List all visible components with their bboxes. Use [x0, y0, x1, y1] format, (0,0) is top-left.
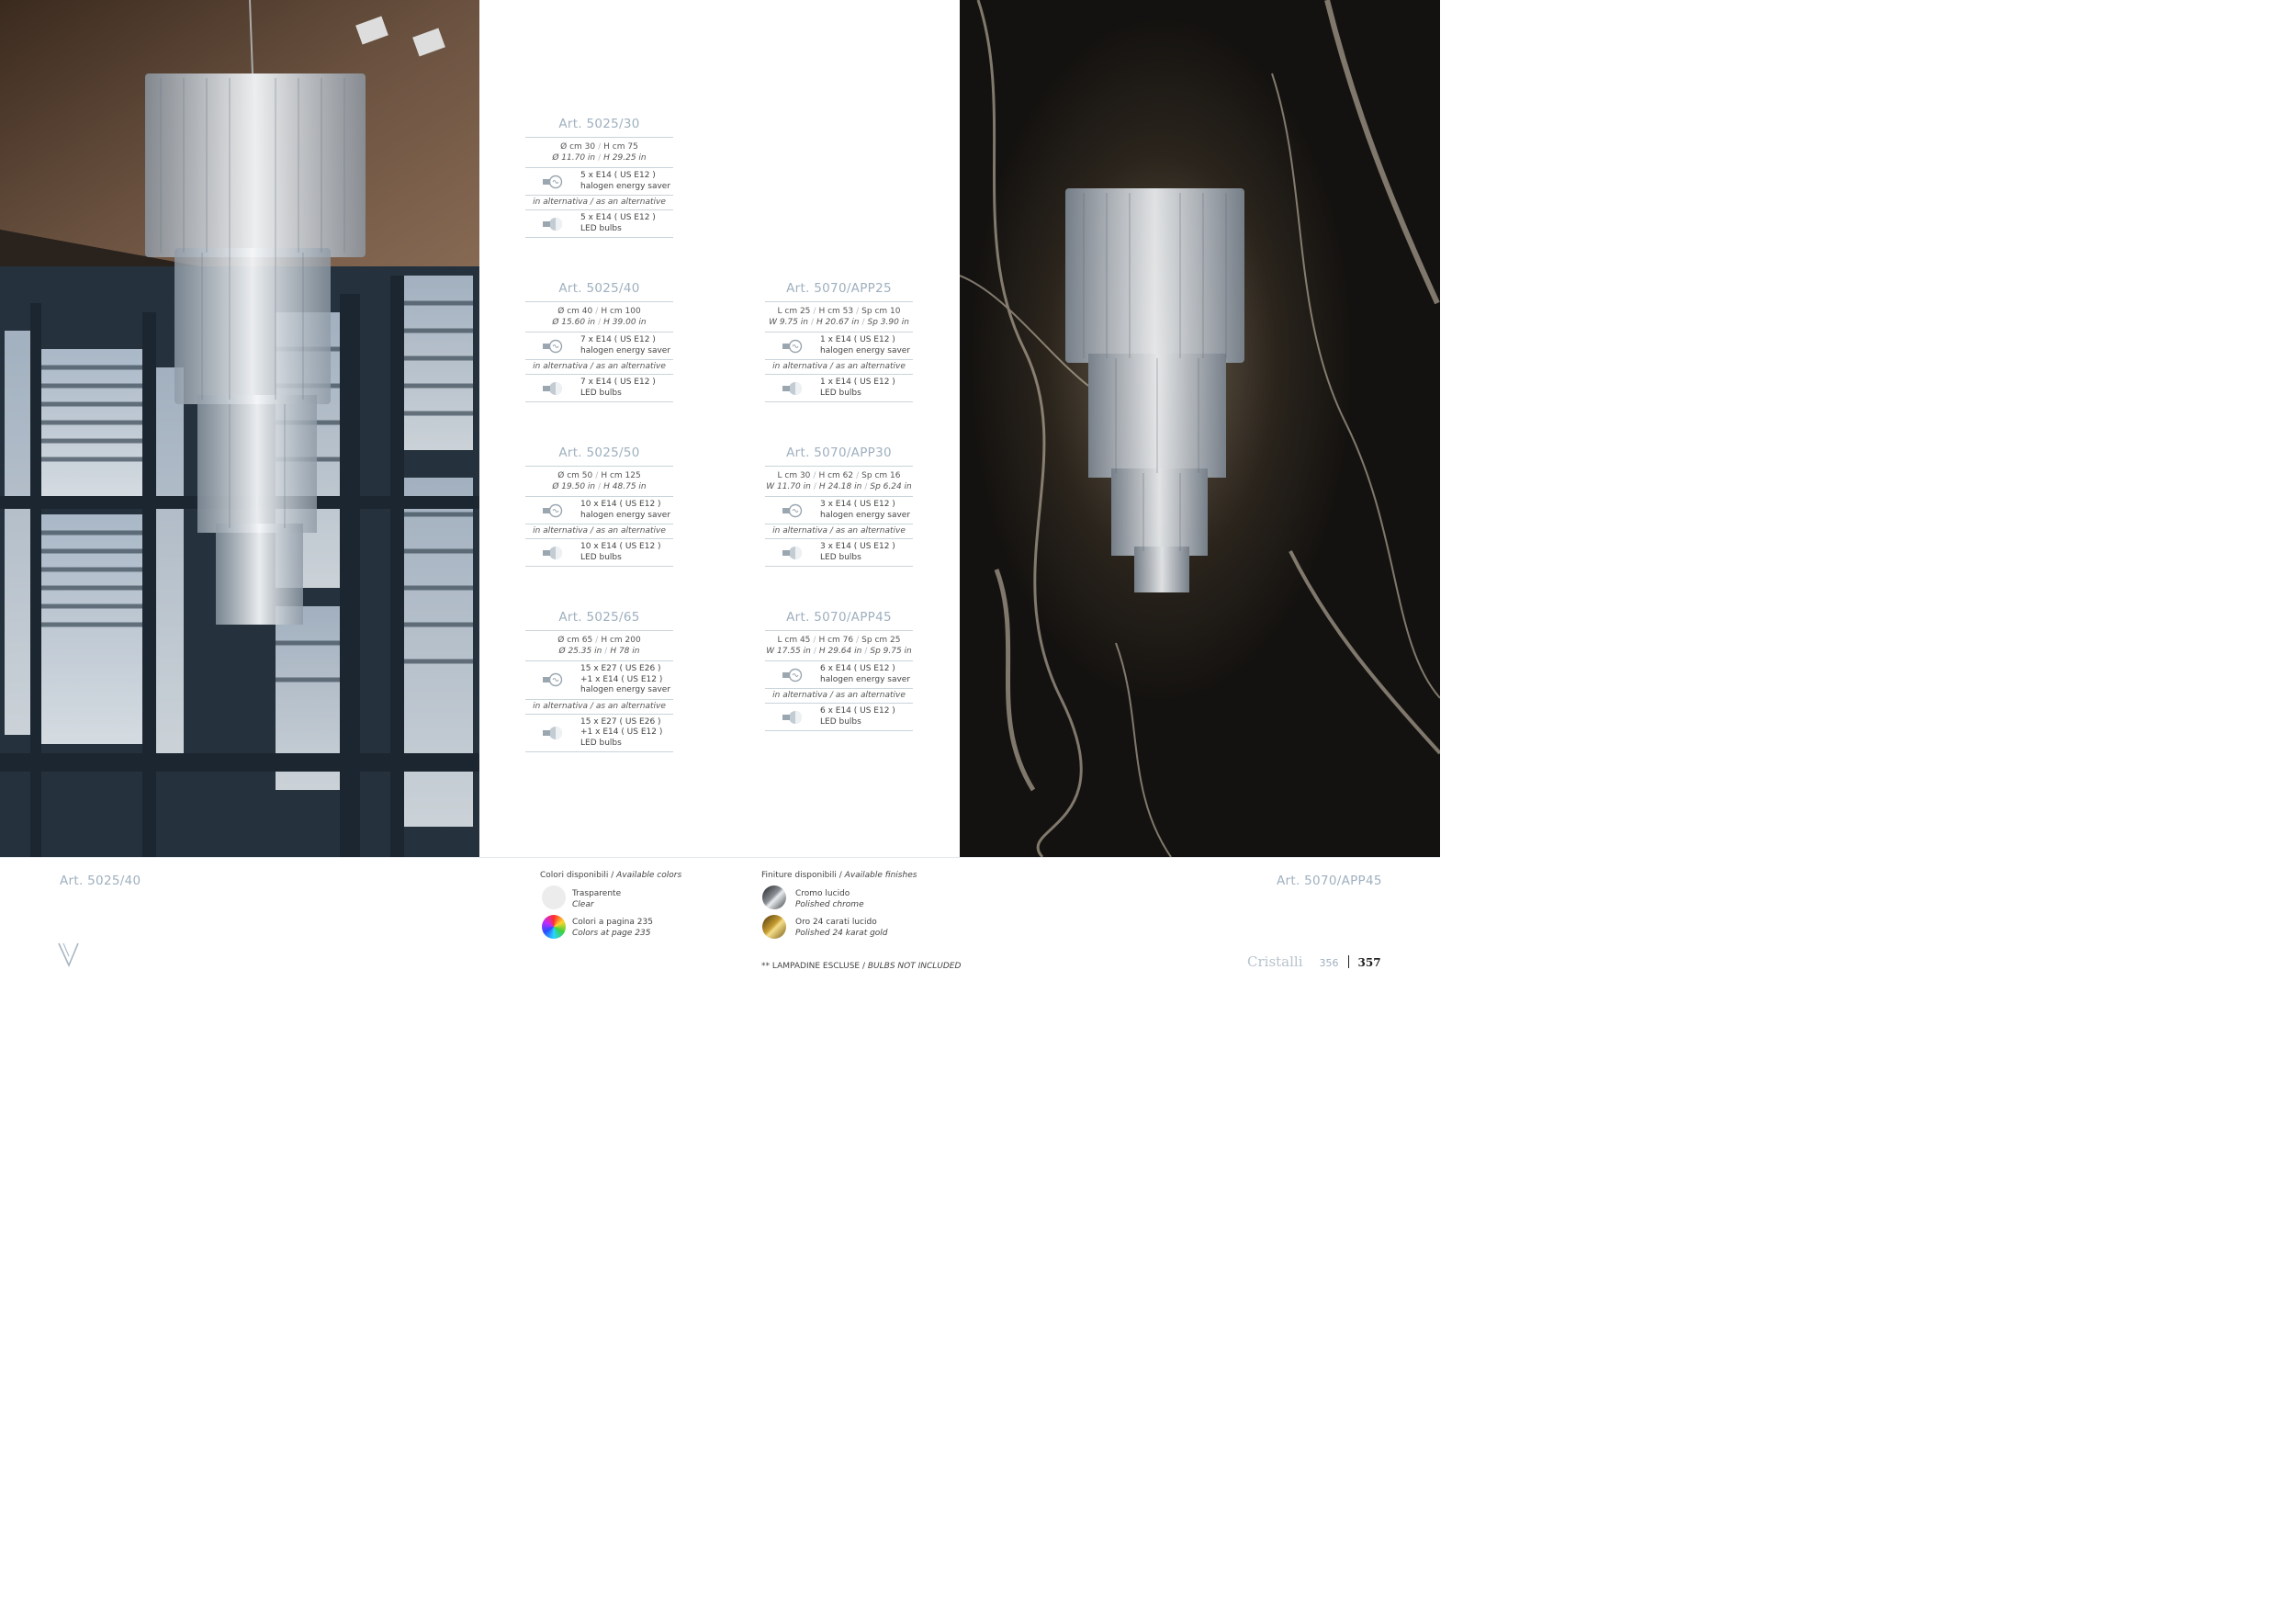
led-spec	[820, 542, 895, 563]
slash-separator: /	[604, 646, 608, 656]
bulb-spec-line: 1 x E14 ( US E12 )	[820, 378, 895, 387]
product-spec-block	[525, 610, 673, 752]
bulb-spec-line: 10 x E14 ( US E12 )	[580, 542, 661, 551]
halogen-bulb-icon	[540, 502, 568, 519]
finishes-heading: Finiture disponibili / Available finishes	[761, 871, 917, 880]
halogen-bulb-icon	[540, 338, 568, 355]
right-photo-caption: Art. 5070/APP45	[1277, 874, 1382, 888]
bulb-spec-line: halogen energy saver	[580, 510, 671, 520]
chandelier-interior-photo	[0, 0, 479, 857]
dimension-value: W 9.75 in	[769, 317, 808, 327]
bulb-spec-line: halogen energy saver	[820, 345, 911, 355]
bulb-spec-line: halogen energy saver	[820, 510, 911, 520]
dimensions	[525, 631, 673, 660]
slash-separator: /	[856, 307, 860, 316]
product-title: Art. 5070/APP25	[786, 281, 892, 296]
slash-separator: /	[813, 636, 816, 645]
led-option	[525, 375, 673, 401]
slash-separator: /	[598, 142, 602, 152]
divider	[525, 566, 673, 567]
bulb-spec-line: LED bulbs	[580, 552, 622, 562]
dimension-value: Sp 3.90 in	[867, 317, 909, 327]
alternative-label: in alternativa / as an alternative	[772, 526, 906, 536]
slash-separator: /	[598, 481, 602, 491]
color-option-clear: Trasparente Clear	[572, 889, 622, 909]
dimension-value: Ø cm 50	[557, 471, 593, 480]
bulb-spec-line: LED bulbs	[580, 223, 622, 233]
dimension-value: Ø 25.35 in	[558, 646, 602, 656]
led-spec	[580, 717, 662, 750]
dimension-value: Sp cm 10	[861, 307, 901, 316]
bulb-spec-line: halogen energy saver	[580, 345, 671, 355]
led-bulb-icon	[780, 545, 807, 561]
dimension-value: Sp 6.24 in	[870, 481, 912, 491]
page-number-right: 357	[1357, 956, 1381, 969]
dimensions-metric	[525, 307, 673, 318]
dimension-value: H cm 200	[601, 636, 641, 645]
slash-separator: /	[813, 307, 816, 316]
product-spec-block	[765, 281, 913, 402]
bulb-spec-line: 10 x E14 ( US E12 )	[580, 500, 661, 509]
divider	[765, 566, 913, 567]
dimension-value: H cm 62	[818, 471, 854, 480]
halogen-spec	[820, 335, 910, 356]
dimensions	[525, 138, 673, 167]
dimension-value: H 78 in	[610, 646, 640, 656]
halogen-option	[765, 661, 913, 688]
finish-option-chrome: Cromo lucido Polished chrome	[795, 889, 864, 909]
dimensions	[765, 467, 913, 496]
product-spec-block	[525, 445, 673, 567]
halogen-spec	[820, 500, 910, 521]
halogen-option	[525, 168, 673, 195]
bulb-spec-line: 3 x E14 ( US E12 )	[820, 500, 895, 509]
led-bulb-icon	[540, 545, 568, 561]
halogen-bulb-icon	[780, 338, 807, 355]
led-spec	[580, 213, 656, 234]
dimensions	[765, 302, 913, 332]
dimension-value: H cm 53	[818, 307, 854, 316]
dimension-value: H 39.00 in	[603, 317, 647, 327]
folio	[1247, 953, 1381, 970]
dimensions-imperial	[765, 482, 913, 493]
dimensions	[525, 302, 673, 332]
slash-separator: /	[864, 481, 868, 491]
footer-divider	[0, 857, 1440, 858]
product-title: Art. 5025/30	[558, 117, 640, 131]
led-bulb-icon	[780, 380, 807, 397]
dimension-value: Sp cm 25	[861, 636, 901, 645]
slash-separator: /	[595, 471, 599, 480]
dimension-value: W 11.70 in	[766, 481, 811, 491]
bulbs-note: ** LAMPADINE ESCLUSE / BULBS NOT INCLUDED	[761, 962, 962, 971]
divider	[525, 751, 673, 752]
halogen-bulb-icon	[780, 502, 807, 519]
product-spec-block	[525, 281, 673, 402]
dimension-value: L cm 25	[777, 307, 811, 316]
halogen-option	[525, 497, 673, 524]
divider	[525, 237, 673, 238]
led-option	[525, 539, 673, 566]
led-option	[525, 715, 673, 752]
alternative-label: in alternativa / as an alternative	[533, 362, 666, 371]
led-option	[525, 210, 673, 237]
dimensions-imperial	[525, 318, 673, 329]
alternative-label: in alternativa / as an alternative	[533, 701, 666, 711]
bulb-spec-line: 6 x E14 ( US E12 )	[820, 706, 895, 716]
dimensions-imperial	[525, 647, 673, 658]
swatch-gold	[762, 915, 786, 939]
slash-separator: /	[856, 636, 860, 645]
divider	[765, 401, 913, 402]
photo-wall-lamp-5070-app45	[960, 0, 1440, 857]
swatch-clear	[542, 885, 566, 909]
dimensions-imperial	[525, 153, 673, 164]
dimension-value: H 20.67 in	[816, 317, 860, 327]
led-option	[765, 539, 913, 566]
swatch-rainbow	[542, 915, 566, 939]
halogen-spec	[580, 664, 670, 696]
dimensions-metric	[765, 471, 913, 482]
bulb-spec-line: halogen energy saver	[580, 685, 671, 694]
left-photo-caption: Art. 5025/40	[60, 874, 141, 888]
dimension-value: Ø cm 65	[557, 636, 593, 645]
dimensions-metric	[765, 636, 913, 647]
dimensions-imperial	[765, 647, 913, 658]
dimensions-imperial	[525, 482, 673, 493]
dimension-value: Ø cm 40	[557, 307, 593, 316]
dimension-value: Sp cm 16	[861, 471, 901, 480]
product-spec-block	[525, 117, 673, 238]
slash-separator: /	[598, 152, 602, 163]
alternative-label: in alternativa / as an alternative	[533, 526, 666, 536]
bulb-spec-line: halogen energy saver	[580, 181, 671, 191]
color-option-palette: Colori a pagina 235 Colors at page 235	[572, 918, 653, 938]
dimension-value: Ø 15.60 in	[552, 317, 596, 327]
dimension-value: L cm 30	[777, 471, 811, 480]
led-bulb-icon	[540, 725, 568, 741]
dimensions-metric	[765, 307, 913, 318]
product-title: Art. 5070/APP30	[786, 445, 892, 460]
product-title: Art. 5025/65	[558, 610, 640, 625]
bulb-spec-line: 15 x E27 ( US E26 )	[580, 716, 661, 727]
bulb-spec-line: 5 x E14 ( US E12 )	[580, 213, 656, 222]
brand-logo	[58, 942, 80, 967]
led-spec	[580, 542, 661, 563]
dimension-value: H cm 100	[601, 307, 641, 316]
slash-separator: /	[598, 317, 602, 327]
collection-name: Cristalli	[1247, 953, 1303, 970]
halogen-spec	[820, 664, 910, 685]
slash-separator: /	[861, 317, 865, 327]
dimension-value: H cm 76	[818, 636, 854, 645]
bulb-spec-line: 3 x E14 ( US E12 )	[820, 542, 895, 551]
dimensions-metric	[525, 471, 673, 482]
led-bulb-icon	[780, 709, 807, 726]
divider	[765, 730, 913, 731]
dimension-value: Ø 11.70 in	[552, 152, 596, 163]
product-spec-block	[765, 610, 913, 731]
dimension-value: Sp 9.75 in	[870, 646, 912, 656]
dimension-value: W 17.55 in	[766, 646, 811, 656]
dimension-value: H 24.18 in	[818, 481, 862, 491]
bulb-spec-line: 7 x E14 ( US E12 )	[580, 335, 656, 344]
dimension-value: H cm 125	[601, 471, 641, 480]
slash-separator: /	[810, 317, 814, 327]
wall-lamp-marble-photo	[960, 0, 1440, 857]
product-title: Art. 5025/40	[558, 281, 640, 296]
dimensions-metric	[525, 636, 673, 647]
bulb-spec-line: LED bulbs	[820, 388, 861, 398]
bulb-spec-line: +1 x E14 ( US E12 )	[580, 727, 663, 737]
photo-chandelier-5025-40	[0, 0, 479, 857]
halogen-option	[525, 661, 673, 699]
colors-heading: Colori disponibili / Available colors	[540, 871, 682, 880]
bulb-spec-line: +1 x E14 ( US E12 )	[580, 674, 663, 684]
dimension-value: H 48.75 in	[603, 481, 647, 491]
bulb-spec-line: 5 x E14 ( US E12 )	[580, 171, 656, 180]
led-option	[765, 704, 913, 730]
slash-separator: /	[595, 307, 599, 316]
halogen-option	[765, 497, 913, 524]
slash-separator: /	[813, 646, 816, 656]
bulb-spec-line: LED bulbs	[580, 738, 622, 748]
divider	[525, 401, 673, 402]
led-bulb-icon	[540, 216, 568, 232]
bulb-spec-line: halogen energy saver	[820, 674, 911, 684]
bulb-spec-line: LED bulbs	[820, 552, 861, 562]
bulb-spec-line: 15 x E27 ( US E26 )	[580, 664, 661, 673]
dimension-value: Ø 19.50 in	[552, 481, 596, 491]
bulb-spec-line: 1 x E14 ( US E12 )	[820, 335, 895, 344]
dimensions-imperial	[765, 318, 913, 329]
halogen-bulb-icon	[540, 671, 568, 688]
halogen-spec	[580, 500, 670, 521]
led-bulb-icon	[540, 380, 568, 397]
dimension-value: H cm 75	[603, 142, 638, 152]
dimensions-metric	[525, 142, 673, 153]
led-spec	[820, 706, 895, 727]
led-spec	[820, 378, 895, 399]
bulb-spec-line: LED bulbs	[820, 716, 861, 727]
halogen-option	[765, 333, 913, 359]
dimensions	[765, 631, 913, 660]
slash-separator: /	[856, 471, 860, 480]
slash-separator: /	[813, 481, 816, 491]
bulb-spec-line: 6 x E14 ( US E12 )	[820, 664, 895, 673]
swatch-chrome	[762, 885, 786, 909]
bulb-spec-line: 7 x E14 ( US E12 )	[580, 378, 656, 387]
halogen-bulb-icon	[780, 667, 807, 683]
alternative-label: in alternativa / as an alternative	[772, 691, 906, 700]
halogen-bulb-icon	[540, 174, 568, 190]
alternative-label: in alternativa / as an alternative	[772, 362, 906, 371]
page-divider	[1348, 955, 1349, 968]
v-logo-icon	[58, 942, 80, 967]
halogen-option	[525, 333, 673, 359]
dimensions	[525, 467, 673, 496]
dimension-value: H 29.25 in	[603, 152, 647, 163]
finish-option-gold: Oro 24 carati lucido Polished 24 karat gold	[795, 918, 888, 938]
halogen-spec	[580, 335, 670, 356]
dimension-value: H 29.64 in	[818, 646, 862, 656]
alternative-label: in alternativa / as an alternative	[533, 197, 666, 207]
slash-separator: /	[864, 646, 868, 656]
led-option	[765, 375, 913, 401]
dimension-value: Ø cm 30	[560, 142, 596, 152]
page-number-left: 356	[1319, 957, 1339, 969]
led-spec	[580, 378, 656, 399]
slash-separator: /	[595, 636, 599, 645]
dimension-value: L cm 45	[777, 636, 811, 645]
halogen-spec	[580, 171, 670, 192]
bulb-spec-line: LED bulbs	[580, 388, 622, 398]
product-spec-block	[765, 445, 913, 567]
slash-separator: /	[813, 471, 816, 480]
product-title: Art. 5025/50	[558, 445, 640, 460]
product-title: Art. 5070/APP45	[786, 610, 892, 625]
